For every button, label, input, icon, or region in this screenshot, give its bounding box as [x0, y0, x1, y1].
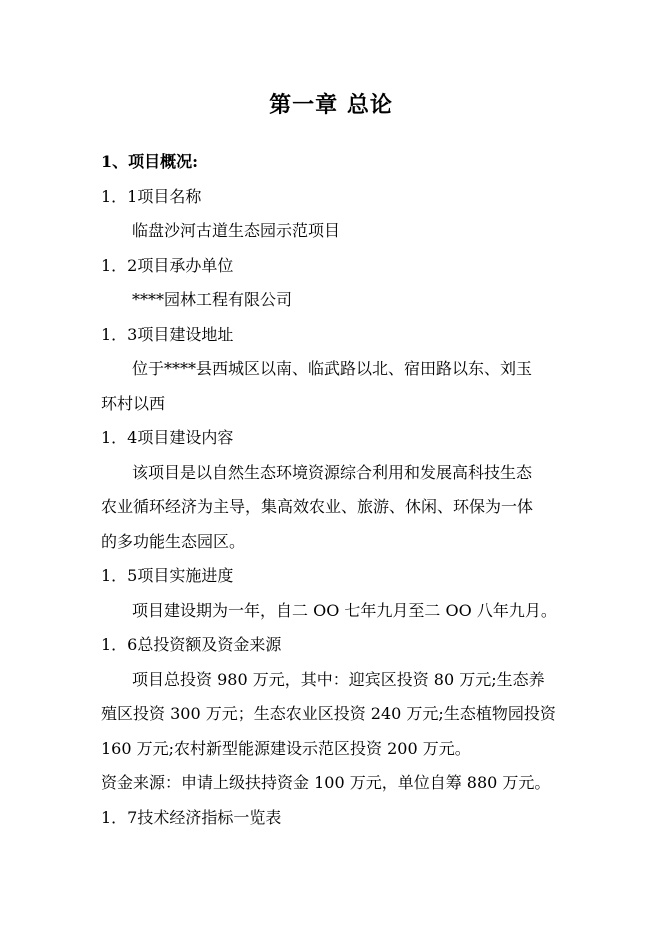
item-body-1-1: 临盘沙河古道生态园示范项目 — [132, 221, 341, 240]
funding-source-line: 资金来源：申请上级扶持资金 100 万元，单位自筹 880 万元。 — [101, 773, 551, 792]
item-heading-1-1: 1．1项目名称 — [101, 187, 202, 206]
item-body-1-4-line-3: 的多功能生态园区。 — [101, 532, 246, 551]
item-body-1-6-line-1: 项目总投资 980 万元，其中：迎宾区投资 80 万元;生态养 — [132, 670, 545, 689]
item-body-1-4-line-2: 农业循环经济为主导，集高效农业、旅游、休闲、环保为一体 — [101, 497, 534, 516]
item-body-1-6-line-3: 160 万元;农村新型能源建设示范区投资 200 万元。 — [101, 739, 471, 758]
item-body-1-5: 项目建设期为一年，自二 OO 七年九月至二 OO 八年九月。 — [132, 601, 557, 620]
item-body-1-6-line-2: 殖区投资 300 万元；生态农业区投资 240 万元;生态植物园投资 — [101, 704, 556, 723]
chapter-title: 第一章 总论 — [269, 92, 393, 118]
item-heading-1-6: 1．6总投资额及资金来源 — [101, 635, 282, 654]
item-heading-1-2: 1．2项目承办单位 — [101, 256, 234, 275]
item-heading-1-5: 1．5项目实施进度 — [101, 566, 234, 585]
item-heading-1-4: 1．4项目建设内容 — [101, 428, 234, 447]
item-heading-1-3: 1．3项目建设地址 — [101, 325, 234, 344]
item-body-1-2: ****园林工程有限公司 — [132, 290, 293, 309]
item-body-1-4-line-1: 该项目是以自然生态环境资源综合利用和发展高科技生态 — [132, 463, 533, 482]
section-heading: 1、项目概况: — [101, 152, 199, 171]
item-body-1-3-line-1: 位于****县西城区以南、临武路以北、宿田路以东、刘玉 — [132, 359, 533, 378]
item-body-1-3-line-2: 环村以西 — [101, 394, 166, 413]
item-heading-1-7: 1．7技术经济指标一览表 — [101, 808, 282, 827]
